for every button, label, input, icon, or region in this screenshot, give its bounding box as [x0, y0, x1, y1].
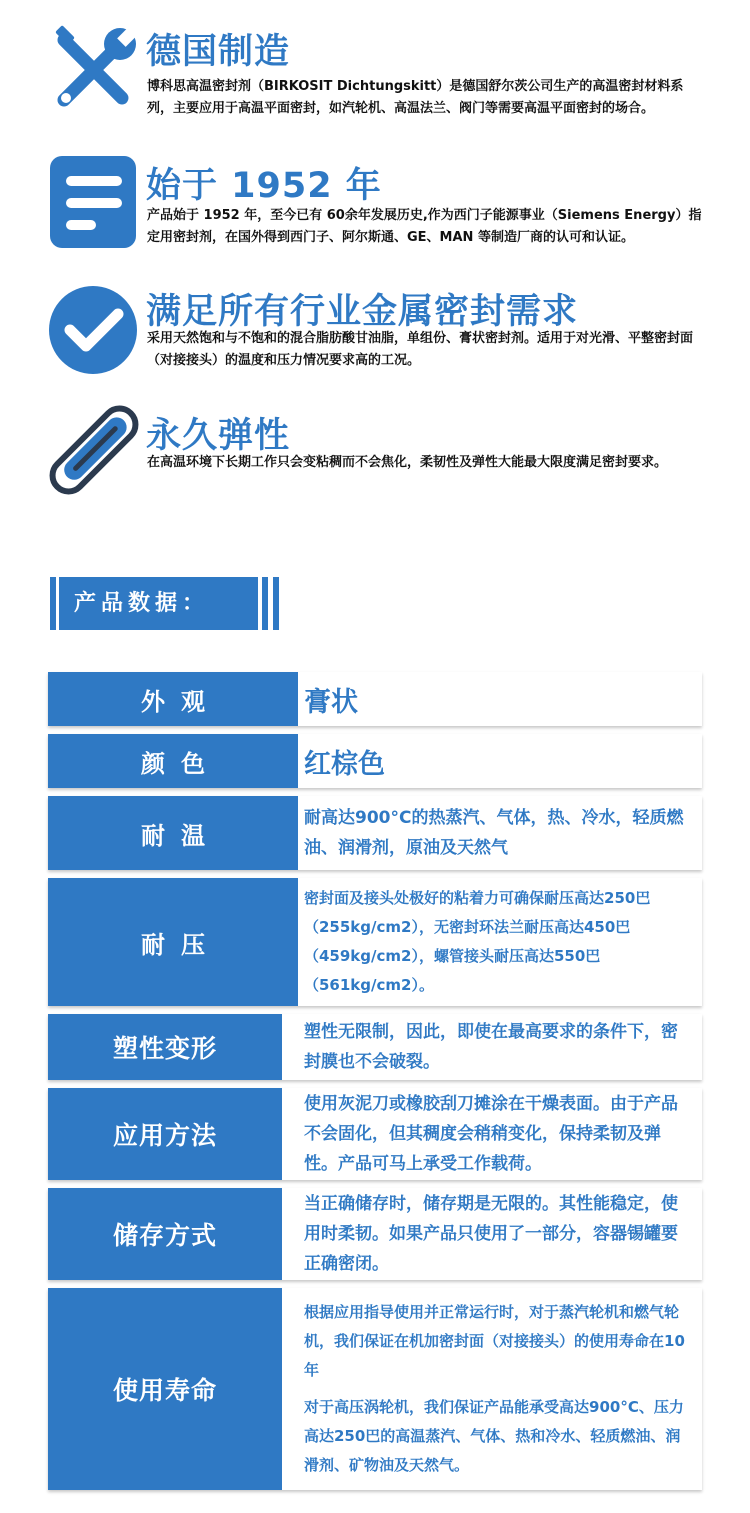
section-title: 产品数据：: [74, 591, 210, 616]
row-label: 外观: [48, 672, 298, 726]
row-label: 颜色: [48, 734, 298, 788]
table-row: [48, 672, 702, 726]
table-row: [48, 1288, 702, 1490]
row-label: 储存方式: [48, 1188, 282, 1280]
row-value: 当正确储存时，储存期是无限的。其性能稳定，使用时柔韧。如果产品只使用了一部分，容器锡罐要正确密闭。: [304, 1194, 678, 1274]
paperclip-icon: [48, 404, 140, 496]
row-value: 根据应用指导使用并正常运行时，对于蒸汽轮机和燃气轮机，我们保证在机加密封面（对接接头）的使用寿命在10年 对于高压涡轮机，我们保证产品能承受高达900°C、压力高达250巴的高温蒸汽、气体、热和冷水、轻质燃油、润滑剂、矿物油及天然气。: [304, 1303, 685, 1474]
wrench-screwdriver-icon: [48, 24, 140, 116]
feature-title: 德国制造: [146, 32, 291, 72]
product-data-header: [50, 577, 284, 630]
feature-description: 在高温环境下长期工作只会变粘稠而不会焦化，柔韧性及弹性大能最大限度满足密封要求。: [147, 455, 668, 470]
row-label: 耐压: [48, 878, 298, 1006]
table-row: [48, 796, 702, 870]
table-row: [48, 1014, 702, 1080]
row-label: 使用寿命: [48, 1288, 282, 1490]
row-label: 应用方法: [48, 1088, 282, 1180]
document-lines-icon: [48, 156, 140, 248]
table-row: [48, 1188, 702, 1280]
row-value: 耐高达900°C的热蒸汽、气体，热、冷水，轻质燃油、润滑剂，原油及天然气: [304, 808, 684, 858]
feature-title: 满足所有行业金属密封需求: [146, 292, 579, 332]
feature-title: 始于 1952 年: [146, 166, 382, 206]
row-value: 密封面及接头处极好的粘着力可确保耐压高达250巴（255kg/cm2），无密封环法兰耐压高达450巴（459kg/cm2），螺管接头耐压高达550巴（561kg/cm2）。: [304, 889, 651, 994]
feature-description: 产品始于 1952 年，至今已有 60余年发展历史,作为西门子能源事业（Siemens Energy）指定用密封剂，在国外得到西门子、阿尔斯通、GE、MAN 等制造厂商的认可和认证。: [147, 208, 702, 245]
row-value: 红棕色: [304, 748, 385, 780]
table-row: [48, 734, 702, 788]
row-label: 塑性变形: [48, 1014, 282, 1080]
checkmark-circle-icon: [48, 284, 140, 376]
row-value: 塑性无限制，因此，即使在最高要求的条件下，密封膜也不会破裂。: [304, 1022, 678, 1072]
feature-description: 采用天然饱和与不饱和的混合脂肪酸甘油脂，单组份、膏状密封剂。适用于对光滑、平整密封面（对接接头）的温度和压力情况要求高的工况。: [147, 331, 694, 368]
row-label: 耐温: [48, 796, 298, 870]
feature-title: 永久弹性: [146, 416, 291, 456]
row-value: 使用灰泥刀或橡胶刮刀摊涂在干燥表面。由于产品不会固化，但其稠度会稍稍变化，保持柔韧及弹性。产品可马上承受工作载荷。: [304, 1094, 678, 1174]
row-value: 膏状: [304, 686, 358, 718]
table-row: [48, 878, 702, 1006]
feature-description: 博科思高温密封剂（BIRKOSIT Dichtungskitt）是德国舒尔茨公司生产的高温密封材料系列，主要应用于高温平面密封，如汽轮机、高温法兰、阀门等需要高温平面密封的场合。: [147, 79, 684, 116]
table-row: [48, 1088, 702, 1180]
